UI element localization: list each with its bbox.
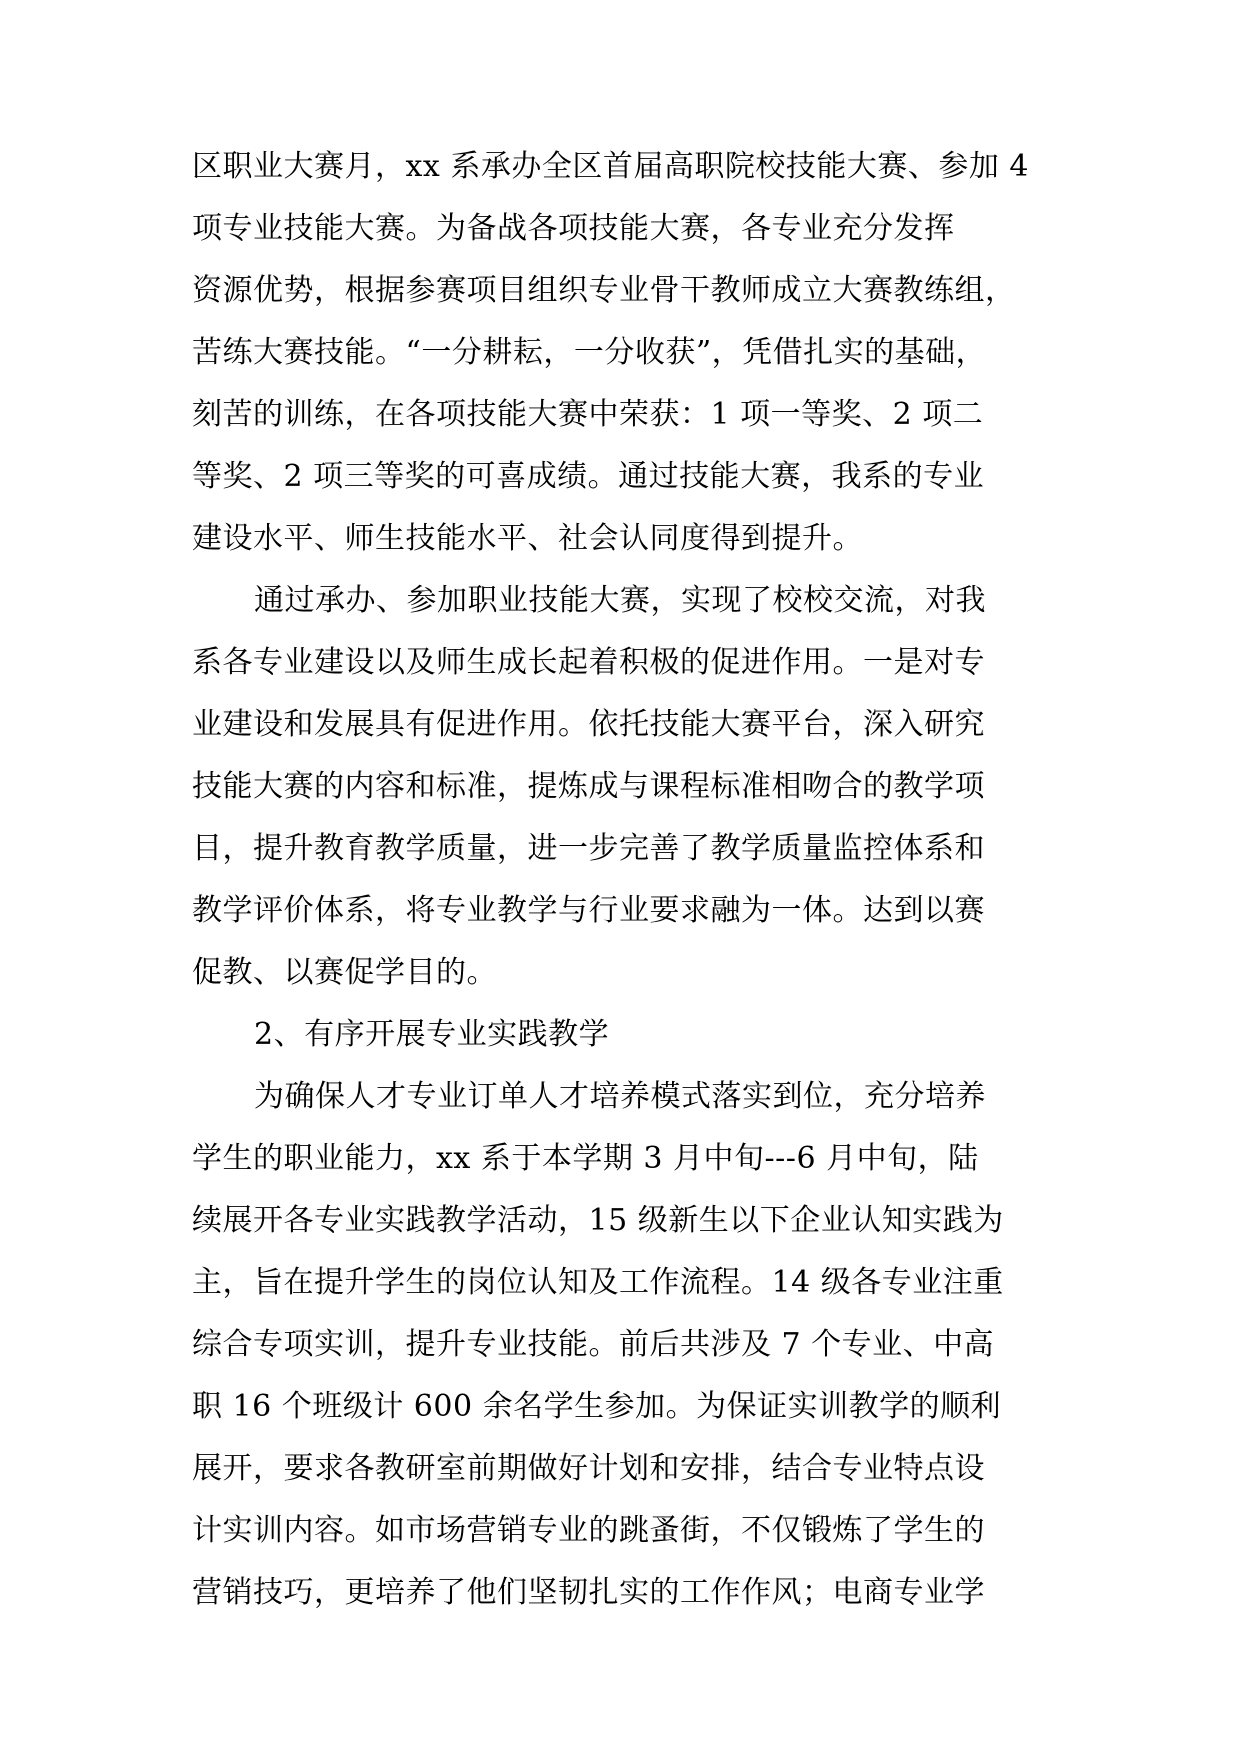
text-line-4: 苦练大赛技能。“一分耕耘，一分收获”，凭借扎实的基础， xyxy=(192,335,987,370)
text-line-16: 为确保人才专业订单人才培养模式落实到位，充分培养 xyxy=(254,1079,986,1114)
text-line-12: 目，提升教育教学质量，进一步完善了教学质量监控体系和 xyxy=(192,831,985,866)
text-line-20: 综合专项实训，提升专业技能。前后共涉及 7 个专业、中高 xyxy=(192,1327,995,1362)
text-line-11: 技能大赛的内容和标准，提炼成与课程标准相吻合的教学项 xyxy=(192,769,985,804)
text-line-6: 等奖、2 项三等奖的可喜成绩。通过技能大赛，我系的专业 xyxy=(192,459,985,494)
text-line-21: 职 16 个班级计 600 余名学生参加。为保证实训教学的顺利 xyxy=(192,1389,1002,1424)
text-line-10: 业建设和发展具有促进作用。依托技能大赛平台，深入研究 xyxy=(192,707,985,742)
text-line-19: 主，旨在提升学生的岗位认知及工作流程。14 级各专业注重 xyxy=(192,1265,1004,1300)
text-line-14: 促教、以赛促学目的。 xyxy=(192,955,497,990)
text-line-2: 项专业技能大赛。为备战各项技能大赛，各专业充分发挥 xyxy=(192,211,955,246)
text-line-13: 教学评价体系，将专业教学与行业要求融为一体。达到以赛 xyxy=(192,893,985,928)
text-line-17: 学生的职业能力，xx 系于本学期 3 月中旬---6 月中旬，陆 xyxy=(192,1141,979,1176)
text-line-23: 计实训内容。如市场营销专业的跳蚤街，不仅锻炼了学生的 xyxy=(192,1513,985,1548)
text-line-1: 区职业大赛月，xx 系承办全区首届高职院校技能大赛、参加 4 xyxy=(192,149,1029,184)
text-line-7: 建设水平、师生技能水平、社会认同度得到提升。 xyxy=(192,521,863,556)
text-line-9: 系各专业建设以及师生成长起着积极的促进作用。一是对专 xyxy=(192,645,985,680)
text-line-8: 通过承办、参加职业技能大赛，实现了校校交流，对我 xyxy=(254,583,986,618)
section-heading: 2、有序开展专业实践教学 xyxy=(254,1017,610,1052)
text-line-22: 展开，要求各教研室前期做好计划和安排，结合专业特点设 xyxy=(192,1451,985,1486)
text-line-5: 刻苦的训练，在各项技能大赛中荣获：1 项一等奖、2 项二 xyxy=(192,397,984,432)
text-line-18: 续展开各专业实践教学活动，15 级新生以下企业认知实践为 xyxy=(192,1203,1004,1238)
text-line-24: 营销技巧，更培养了他们坚韧扎实的工作作风；电商专业学 xyxy=(192,1575,985,1610)
text-line-3: 资源优势，根据参赛项目组织专业骨干教师成立大赛教练组， xyxy=(192,273,1016,308)
